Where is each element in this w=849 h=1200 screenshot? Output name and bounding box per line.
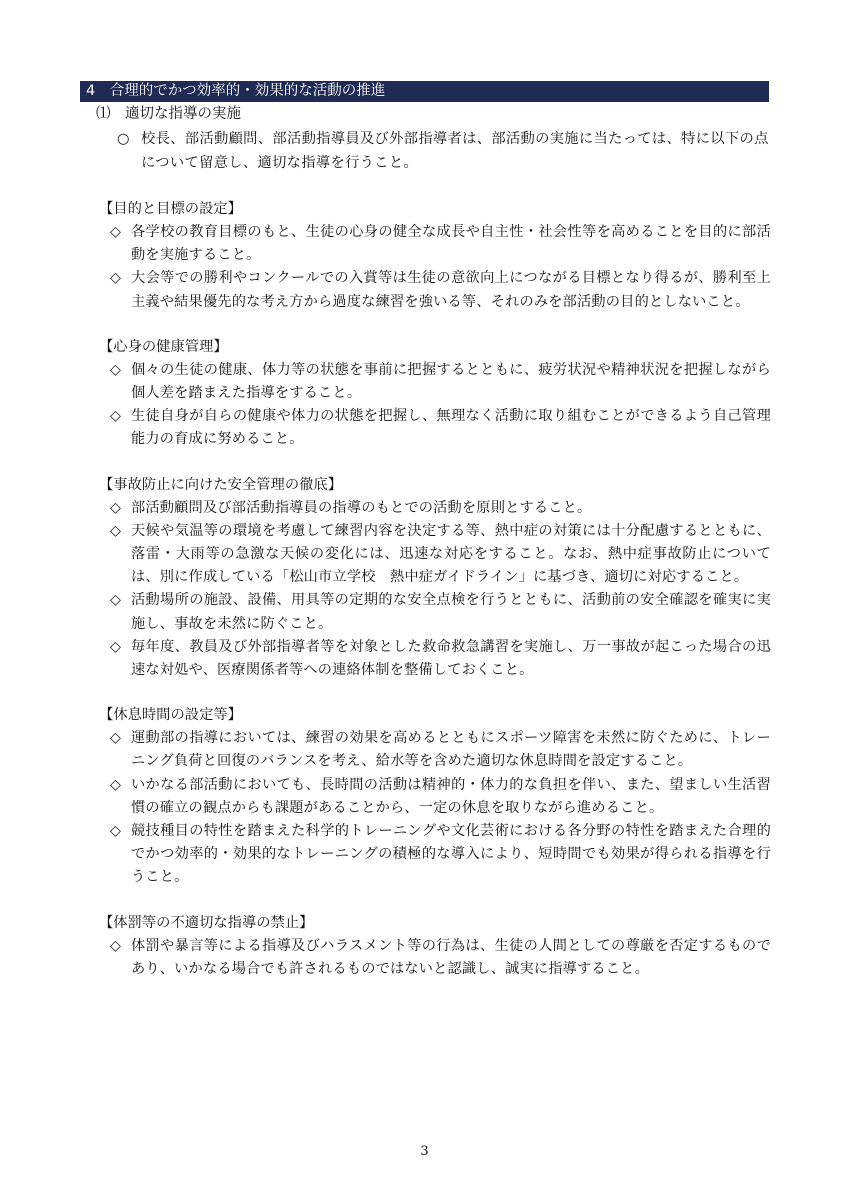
diamond-bullet-icon: ◇ <box>110 937 122 954</box>
list-item <box>99 267 771 313</box>
list-item <box>99 774 771 820</box>
section-heading: 4 合理的でかつ効率的・効果的な活動の推進 <box>86 83 386 99</box>
diamond-bullet-icon: ◇ <box>110 522 122 539</box>
diamond-bullet-icon: ◇ <box>110 361 122 378</box>
list-item <box>99 727 771 773</box>
list-item-text: 生徒自身が自らの健康や体力の状態を把握し、無理なく活動に取り組むことができるよう自己管理能力の育成に努めること。 <box>131 408 771 448</box>
list-item <box>99 820 771 890</box>
topics-list <box>99 198 771 1003</box>
section-heading-bar <box>80 81 769 102</box>
list-item-text: 大会等での勝利やコンクールでの入賞等は生徒の意欲向上につながる目標となり得るが、勝利至上主義や結果優先的な考え方から過度な練習を強いる等、それのみを部活動の目的としないこと。 <box>131 270 771 310</box>
topic-title: 【心身の健康管理】 <box>99 338 228 355</box>
list-item-text: 部活動顧問及び部活動指導員の指導のもとでの活動を原則とすること。 <box>131 499 592 516</box>
topic-purpose <box>99 198 771 314</box>
diamond-bullet-icon: ◇ <box>110 408 122 425</box>
subsection-heading: ⑴ 適切な指導の実施 <box>96 106 241 122</box>
diamond-bullet-icon: ◇ <box>110 730 122 747</box>
page-number: 3 <box>420 1144 429 1159</box>
list-item-text: 競技種目の特性を踏まえた科学的トレーニングや文化芸術における各分野の特性を踏まえた合理的でかつ効率的・効果的なトレーニングの積極的な導入により、短時間でも効果が得られる指導を行うこと。 <box>131 823 771 886</box>
intro-paragraph <box>117 127 772 175</box>
list-item <box>99 935 771 981</box>
diamond-bullet-icon: ◇ <box>110 592 122 609</box>
topic-health <box>99 336 771 452</box>
diamond-bullet-icon: ◇ <box>110 270 122 287</box>
list-item-text: 運動部の指導においては、練習の効果を高めるとともにスポーツ障害を未然に防ぐために、トレーニング負荷と回復のバランスを考え、給水等を含めた適切な休息時間を設定すること。 <box>131 730 771 770</box>
topic-title: 【休息時間の設定等】 <box>99 707 242 724</box>
diamond-bullet-icon: ◇ <box>110 224 122 240</box>
list-item <box>99 589 771 635</box>
list-item-text: 毎年度、教員及び外部指導者等を対象とした救命救急講習を実施し、万一事故が起こった場合の迅速な対処や、医療関係者等への連絡体制を整備しておくこと。 <box>131 638 771 679</box>
list-item-text: 各学校の教育目標のもと、生徒の心身の健全な成長や自主性・社会性等を高めることを目的に部活動を実施すること。 <box>131 224 771 264</box>
intro-text: 校長、部活動顧問、部活動指導員及び外部指導者は、部活動の実施に当たっては、特に以下の点について留意し、適切な指導を行うこと。 <box>141 131 769 171</box>
topic-safety <box>99 474 771 683</box>
list-item-text: 天候や気温等の環境を考慮して練習内容を決定する等、熱中症の対策には十分配慮するとともに、落雷・大雨等の急激な天候の変化には、迅速な対応をすること。なお、熱中症事故防止については、別に作成している「松山市立学校 熱中症ガイドライン」に基づき、適切に対応すること。 <box>131 522 771 586</box>
diamond-bullet-icon: ◇ <box>110 499 122 516</box>
list-item-text: いかなる部活動においても、長時間の活動は精神的・体力的な負担を伴い、また、望ましい生活習慣の確立の観点からも課題があることから、一定の休息を取りながら進めること。 <box>131 776 771 816</box>
list-item-text: 体罰や暴言等による指導及びハラスメント等の行為は、生徒の人間としての尊厳を否定するものであり、いかなる場合でも許されるものではないと認識し、誠実に指導すること。 <box>131 937 771 977</box>
list-item <box>99 497 771 520</box>
list-item <box>99 520 771 590</box>
topic-rest <box>99 704 771 889</box>
list-item-text: 活動場所の施設、設備、用具等の定期的な安全点検を行うとともに、活動前の安全確認を確実に実施し、事故を未然に防ぐこと。 <box>131 592 771 632</box>
list-item <box>99 405 771 451</box>
list-item-text: 個々の生徒の健康、体力等の状態を事前に把握するとともに、疲労状況や精神状況を把握しながら個人差を踏まえた指導をすること。 <box>131 361 771 402</box>
diamond-bullet-icon: ◇ <box>110 823 122 840</box>
topic-title: 【事故防止に向けた安全管理の徹底】 <box>99 476 343 493</box>
topic-no-punishment <box>99 912 771 981</box>
diamond-bullet-icon: ◇ <box>110 638 122 655</box>
list-item <box>99 221 771 267</box>
circle-bullet-icon: ○ <box>117 131 130 147</box>
list-item <box>99 636 771 682</box>
topic-title: 【体罰等の不適切な指導の禁止】 <box>99 914 314 931</box>
list-item <box>99 359 771 405</box>
topic-title: 【目的と目標の設定】 <box>99 201 242 217</box>
diamond-bullet-icon: ◇ <box>110 776 122 793</box>
